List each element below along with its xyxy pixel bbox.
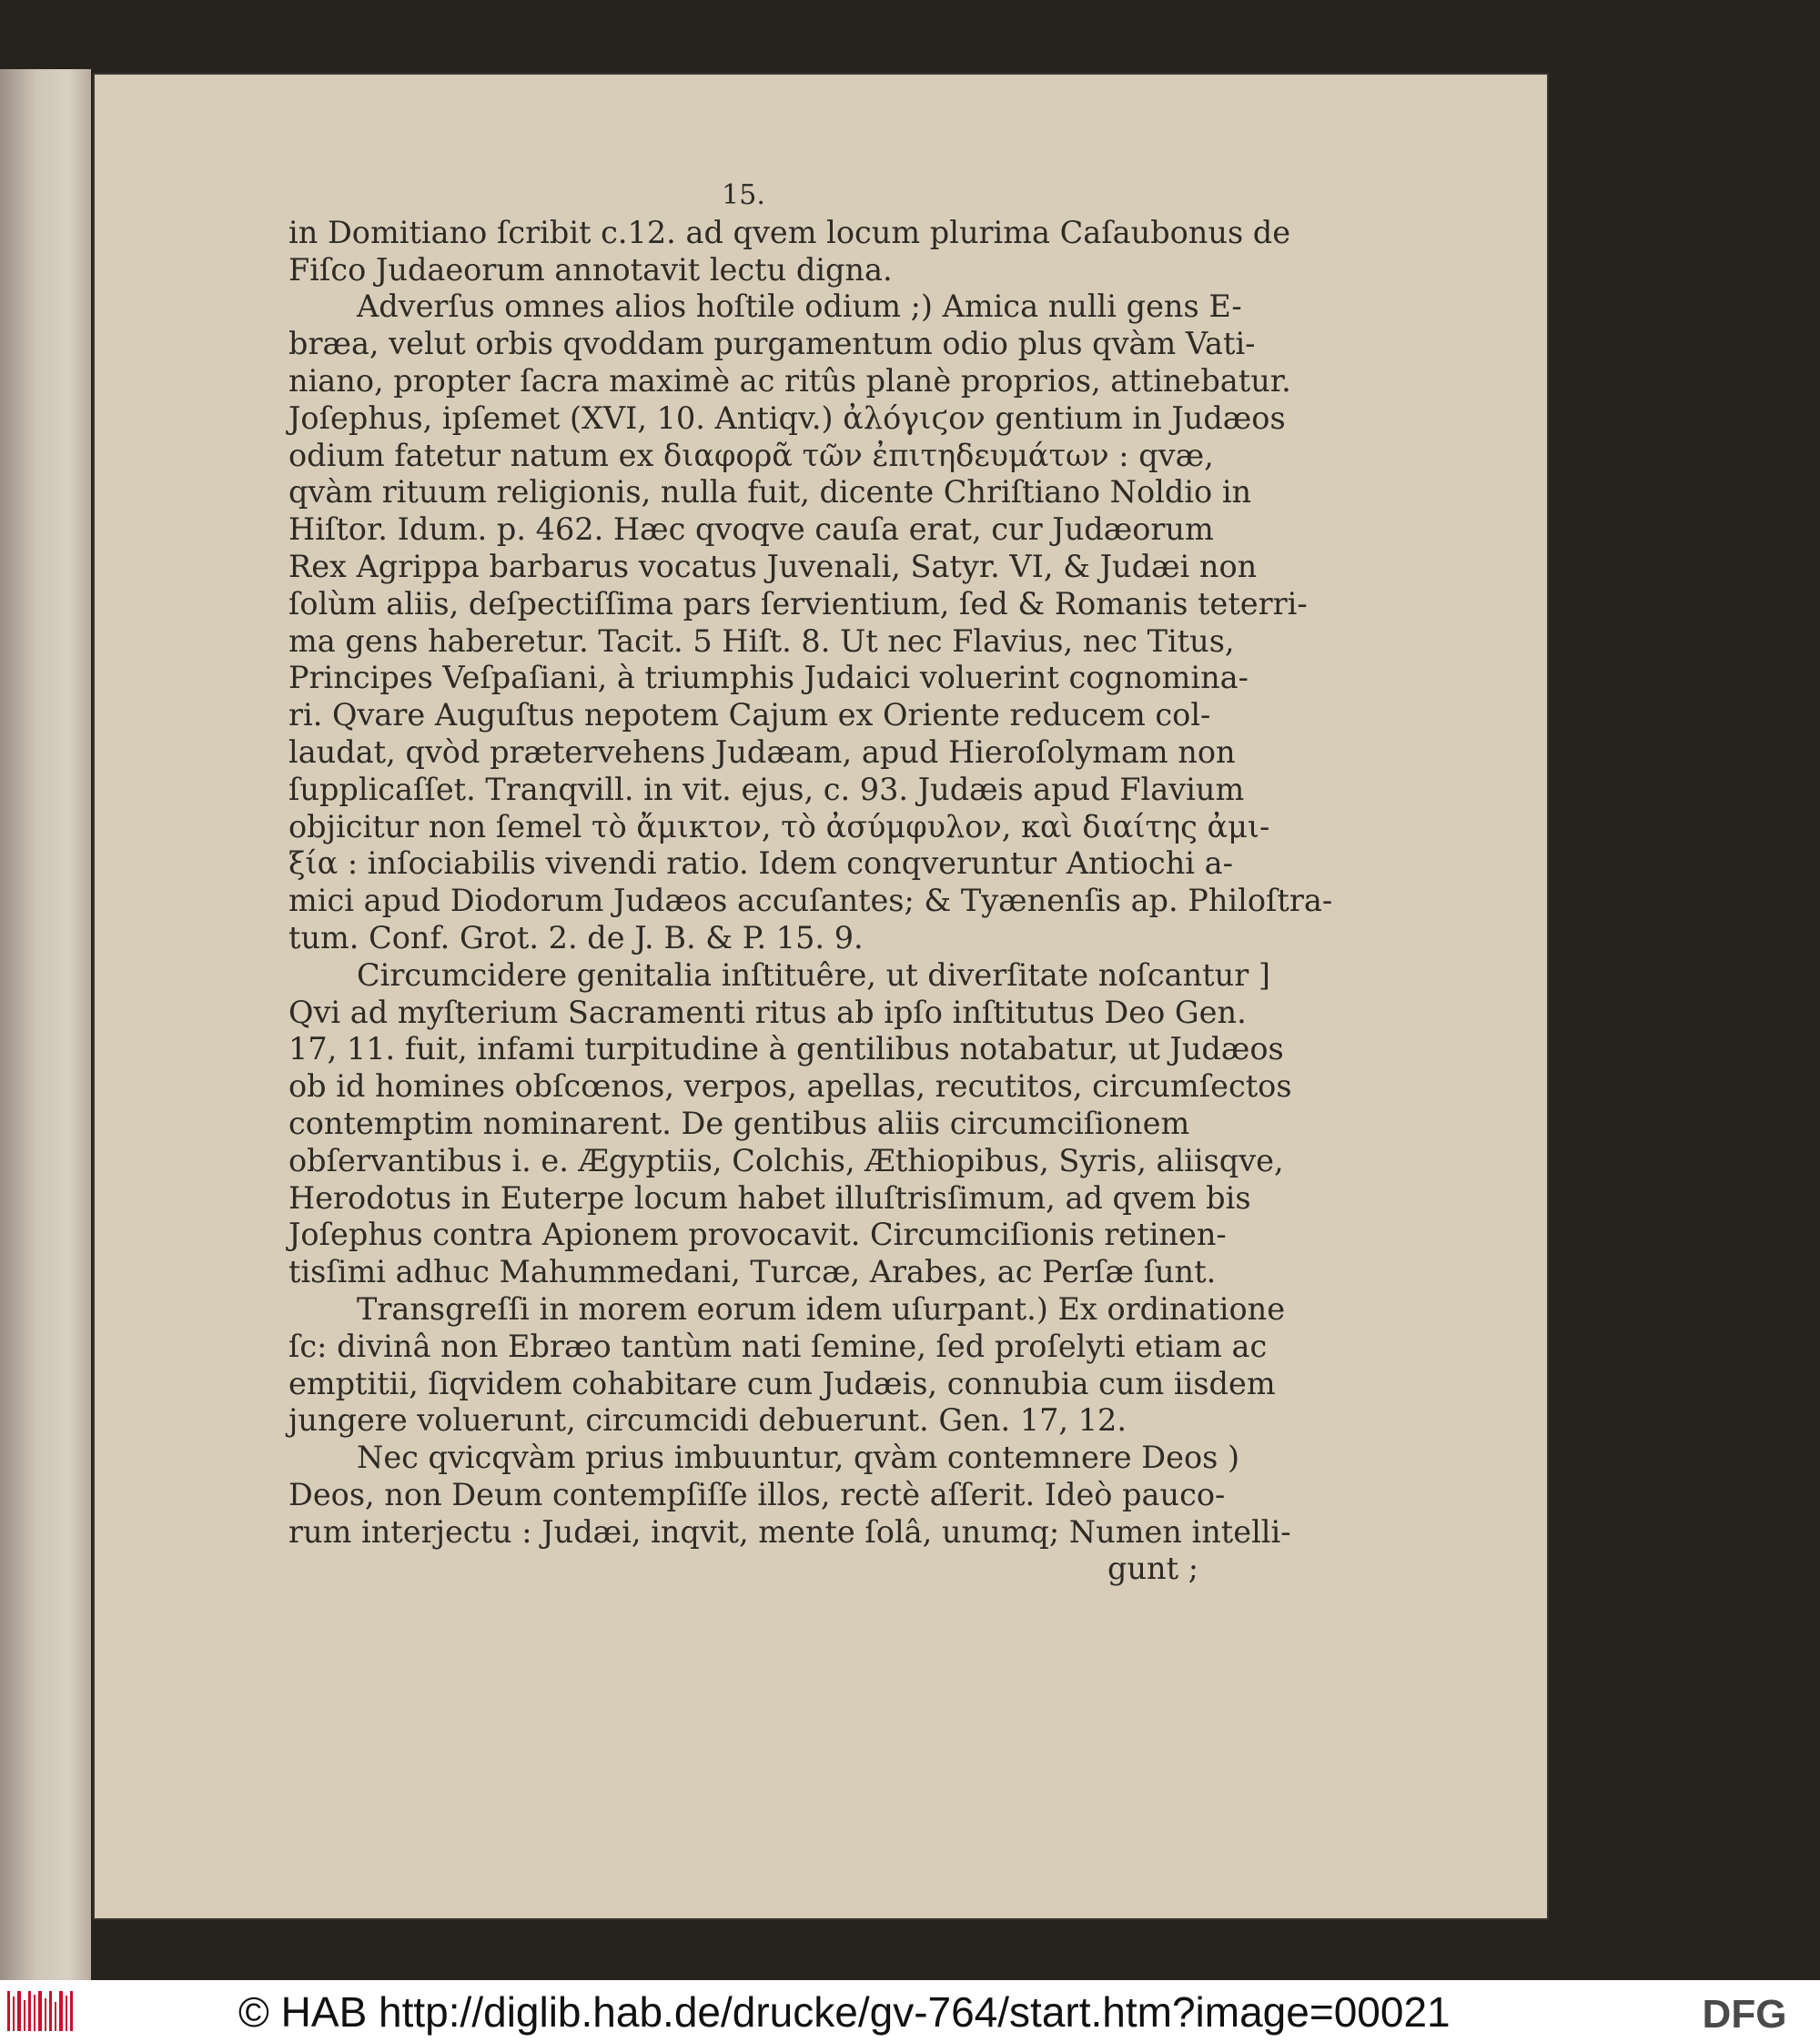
text-line: ξία : inſociabilis vivendi ratio. Idem conqveruntur Antiochi a-	[288, 845, 1233, 882]
text-line: ri. Qvare Auguſtus nepotem Cajum ex Oriente reducem col-	[288, 697, 1211, 733]
text-line: ſc: divinâ non Ebræo tantùm nati ſemine, ſed proſelyti etiam ac	[288, 1328, 1268, 1364]
text-line: Joſephus contra Apionem provocavit. Circumciſionis retinen-	[288, 1217, 1227, 1253]
text-line: Joſephus, ipſemet (XVI, 10. Antiqv.) ἀλόγιϛον gentium in Judæos	[288, 399, 1286, 436]
text-line: Transgreſſi in morem eorum idem uſurpant.) Ex ordinatione	[357, 1290, 1286, 1327]
catchword: gunt ;	[1107, 1551, 1198, 1587]
text-line: ob id homines obſcœnos, verpos, apellas, recutitos, circumſectos	[288, 1068, 1292, 1105]
source-link[interactable]: © HAB http://diglib.hab.de/drucke/gv-764/start.htm?image=00021	[238, 1988, 1451, 2036]
text-line: ſupplicaſſet. Tranqvill. in vit. ejus, c. 93. Judæis apud Flavium	[288, 771, 1245, 807]
text-line: Nec qvicqvàm prius imbuuntur, qvàm contemnere Deos )	[357, 1440, 1240, 1476]
text-line: Principes Veſpaſiani, à triumphis Judaici voluerint cognomina-	[288, 660, 1249, 696]
text-line: odium fatetur natum ex διαφορᾶ τῶν ἐπιτηδευμάτων : qvæ,	[288, 437, 1214, 473]
text-line: in Domitiano ſcribit c.12. ad qvem locum plurima Caſaubonus de	[288, 214, 1291, 250]
text-line: Fiſco Judaeorum annotavit lectu digna.	[288, 251, 893, 288]
dfg-logo	[1676, 1991, 1813, 2033]
text-line: objicitur non ſemel τὸ ἄμικτον, τὸ ἀσύμφυλον, καὶ διαίτης ἀμι-	[288, 808, 1270, 844]
page-number: 15.	[722, 179, 765, 211]
text-line: ma gens haberetur. Tacit. 5 Hiſt. 8. Ut nec Flavius, nec Titus,	[288, 622, 1235, 659]
text-line: 17, 11. fuit, infami turpitudine à gentilibus notabatur, ut Judæos	[288, 1031, 1284, 1067]
dfg-logo-text: DFG	[1702, 1992, 1787, 2033]
text-line: contemptim nominarent. De gentibus aliis circumciſionem	[288, 1105, 1190, 1141]
text-line: rum interjectu : Judæi, inqvit, mente ſolâ, unumq; Numen intelli-	[288, 1513, 1291, 1550]
text-line: emptitii, ſiqvidem cohabitare cum Judæis, connubia cum iisdem	[288, 1365, 1276, 1401]
text-line: tisſimi adhuc Mahummedani, Turcæ, Arabes, ac Perſæ ſunt.	[288, 1254, 1217, 1290]
text-line: Qvi ad myſterium Sacramenti ritus ab ipſo inſtitutus Deo Gen.	[288, 994, 1247, 1030]
barcode-icon	[7, 1991, 76, 2031]
text-line: ſolùm aliis, deſpectiſſima pars ſervientium, ſed & Romanis teterri-	[288, 585, 1308, 622]
adjacent-page-edge	[0, 69, 91, 1980]
text-line: laudat, qvòd prætervehens Judæam, apud Hieroſolymam non	[288, 733, 1236, 770]
text-line: tum. Conf. Grot. 2. de J. B. & P. 15. 9.	[288, 919, 864, 955]
text-line: Herodotus in Euterpe locum habet illuſtrisſimum, ad qvem bis	[288, 1179, 1251, 1216]
text-line: Adverſus omnes alios hoſtile odium ;) Amica nulli gens E-	[357, 288, 1242, 325]
page-text	[288, 177, 1333, 1588]
text-line: obſervantibus i. e. Ægyptiis, Colchis, Æthiopibus, Syris, aliisqve,	[288, 1142, 1284, 1178]
text-line: Circumcidere genitalia inſtituêre, ut diverſitate noſcantur ]	[357, 956, 1270, 993]
text-line: Deos, non Deum contempſiſſe illos, rectè aſſerit. Ideò pauco-	[288, 1476, 1226, 1512]
text-line: mici apud Diodorum Judæos accuſantes; & Tyænenſis ap. Philoſtra-	[288, 883, 1333, 919]
text-line: qvàm rituum religionis, nulla fuit, dicente Chriſtiano Noldio in	[288, 474, 1252, 510]
text-line: bræa, velut orbis qvoddam purgamentum odio plus qvàm Vati-	[288, 326, 1256, 362]
viewer-footer	[0, 1980, 1820, 2042]
text-line: Hiſtor. Idum. p. 462. Hæc qvoqve cauſa erat, cur Judæorum	[288, 511, 1214, 548]
book-page	[93, 73, 1549, 1920]
text-line: jungere voluerunt, circumcidi debuerunt. Gen. 17, 12.	[288, 1402, 1127, 1439]
text-line: niano, propter ſacra maximè ac ritûs planè proprios, attinebatur.	[288, 362, 1291, 399]
text-line: Rex Agrippa barbarus vocatus Juvenali, Satyr. VI, & Judæi non	[288, 548, 1258, 584]
